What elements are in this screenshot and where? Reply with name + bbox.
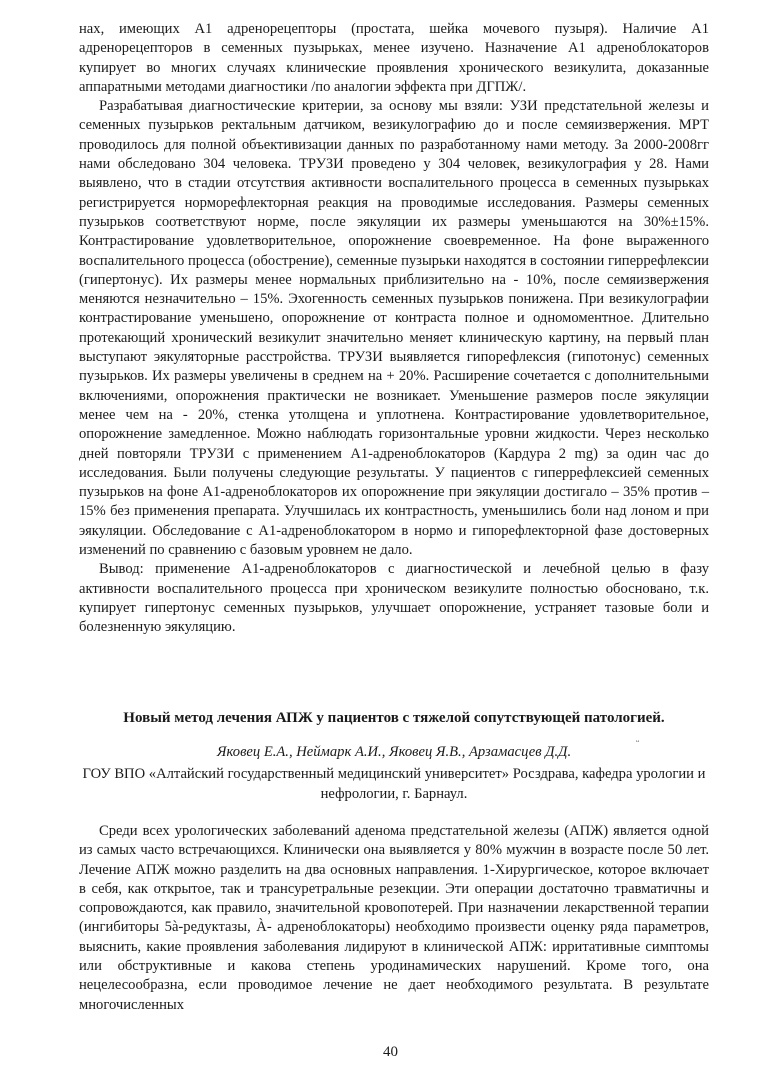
article-authors: Яковец Е.А., Неймарк А.И., Яковец Я.В., Арзамасцев Д.Д. bbox=[216, 744, 572, 760]
stray-mark: ᵕ bbox=[636, 736, 640, 748]
paragraph: Среди всех урологических заболеваний аденома предстательной железы (АПЖ) является одной из самых часто встречающихся. Клинически она выявляется у 80% мужчин в возрасте после 50 лет. Лечение АПЖ можно разделить на два основных направления. 1-Хирургическое, которое включает в себя, как открытое, так и трансуретральные резекции. Эти операции достаточно травматичны и сопровождаются, как правило, значительной кровопотерей. При назначении лекарственной терапии (ингибиторы 5à-редуктазы, À- адреноблокаторы) необходимо произвести оценку ряда параметров, выяснить, какие проявления заболевания лидируют в клинической АПЖ: ирритативные симптомы или обструктивные и какова степень уродинамических нарушений. Кроме того, она нецелесообразна, если проводимое лечение не дает необходимого результата. В результате многочисленных bbox=[79, 823, 709, 1013]
conclusion-paragraph: Вывод: применение А1-адреноблокаторов с диагностической и лечебной целью в фазу активности воспалительного процесса при хроническом везикулите полностью обосновано, т.к. купирует гипертонус семенных пузырьков, улучшает опорожнение, устраняет тазовые боли и болезненную эякуляцию. bbox=[79, 561, 709, 636]
page-number: 40 bbox=[383, 1044, 398, 1060]
article-title: Новый метод лечения АПЖ у пациентов с тяжелой сопутствующей патологией. bbox=[123, 710, 665, 726]
paragraph: нах, имеющих А1 адренорецепторы (простата, шейка мочевого пузыря). Наличие А1 адренорецепторов в семенных пузырьках, менее изучено. Назначение А1 адреноблокаторов купирует во многих случаях клинические проявления хронического везикулита, доказанные аппаратными методами диагностики /по аналогии эффекта при ДГПЖ/. bbox=[79, 21, 709, 95]
article-body-previous bbox=[79, 20, 709, 638]
paragraph: Разрабатывая диагностические критерии, за основу мы взяли: УЗИ предстательной железы и семенных пузырьков ректальным датчиком, везикулографию до и после семяизвержения. МРТ проводилось для полной объективизации данных по разработанному нами методу. За 2000-2008гг нами обследовано 304 человека. ТРУЗИ проведено у 304 человек, везикулография у 28. Нами выявлено, что в стадии отсутствия активности воспалительного процесса в семенных пузырьках регистрируется норморефлекторная реакция на проводимые исследования. Размеры семенных пузырьков соответствуют норме, после эякуляции их размеры уменьшаются на 30%±15%. Контрастирование удовлетворительное, опорожнение своевременное. На фоне выраженного воспалительного процесса (обострение), семенные пузырьки находятся в состоянии гиперрефлексии (гипертонус). Их размеры менее нормальных приблизительно на - 10%, после семяизвержения меняются незначительно – 15%. Эхогенность семенных пузырьков понижена. При везикулографии контрастирование уменьшено, опорожнение от контраста полное и одномоментное. Длительно протекающий хронический везикулит значительно меняет клиническую картину, на первый план выступают эякуляторные расстройства. ТРУЗИ выявляется гипорефлексия (гипотонус) семенных пузырьков. Их размеры увеличены в среднем на + 20%. Расширение сочетается с дополнительными включениями, опорожнения практически не возникает. Уменьшение размеров после эякуляции менее чем на - 20%, стенка утолщена и уплотнена. Контрастирование удовлетворительное, опорожнение замедленное. Можно наблюдать горизонтальные уровни жидкости. Через несколько дней повторяли ТРУЗИ с применением А1-адреноблокаторов (Кардура 2 mg) за один час до исследования. Были получены следующие результаты. У пациентов с гиперрефлексией семенных пузырьков на фоне А1-адреноблокаторов их опорожнение при эякуляции достигало – 35% против – 15% без применения препарата. Улучшилась их контрастность, уменьшились боли над лоном и при эякуляции. Обследование с А1-адреноблокатором в нормо и гипорефлекторной фазе достоверных изменений по сравнению с базовым уровнем не дало. bbox=[79, 98, 709, 559]
article-body bbox=[79, 822, 709, 1015]
article-affiliation: ГОУ ВПО «Алтайский государственный медицинский университет» Росздрава, кафедра урологии и нефрологии, г. Барнаул. bbox=[82, 766, 706, 802]
